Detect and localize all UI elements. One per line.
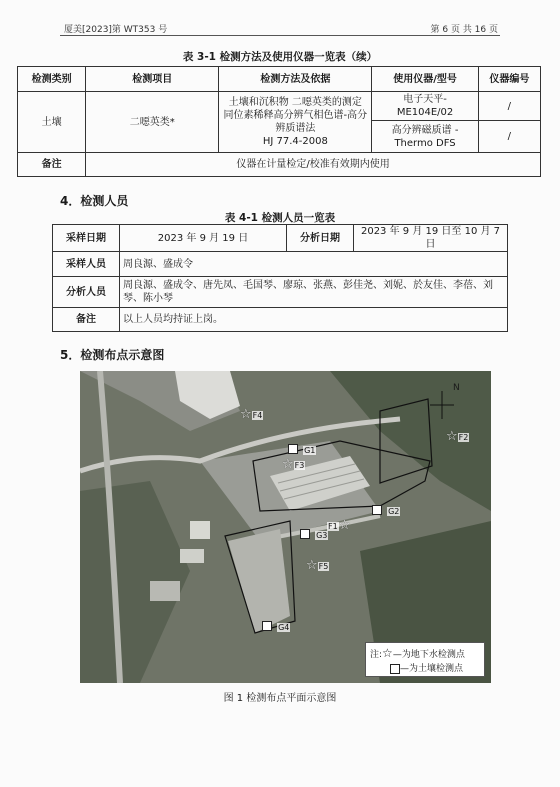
samplers: 周良源、盛成令 [120, 252, 508, 277]
col-item: 检测项目 [86, 67, 219, 92]
personnel-remark-label: 备注 [53, 308, 120, 332]
north-arrow-label: N [453, 383, 460, 393]
legend-soil [390, 661, 463, 674]
cell-category: 土壤 [18, 92, 86, 153]
analysts: 周良源、盛成令、唐先凤、毛国琴、廖琼、张燕、彭佳尧、刘妮、於友佳、李蓓、刘琴、陈小琴 [120, 277, 508, 308]
legend-prefix: 注: [370, 650, 383, 660]
col-instrument: 使用仪器/型号 [372, 67, 478, 92]
square-icon [372, 505, 382, 515]
cell-instrument-2: 高分辨磁质谱 -Thermo DFS [372, 121, 478, 153]
point-F3: ☆F3 [282, 457, 305, 472]
section-5-heading: 5．检测布点示意图 [60, 348, 165, 362]
col-category: 检测类别 [18, 67, 86, 92]
report-number: 厦美[2023]第 WT353 号 [64, 25, 168, 35]
square-icon [288, 444, 298, 454]
header-rule [60, 35, 500, 36]
legend-groundwater [370, 646, 465, 660]
analysis-date-label: 分析日期 [287, 225, 354, 252]
point-G3: G3 [300, 523, 328, 542]
table2-caption: 表 4-1 检测人员一览表 [224, 212, 336, 224]
map-legend [365, 642, 485, 677]
page-number: 第 6 页 共 16 页 [430, 25, 498, 35]
analysis-date: 2023 年 9 月 19 日至 10 月 7 日 [354, 225, 508, 252]
point-F4: ☆F4 [240, 407, 263, 422]
point-F5: ☆F5 [306, 558, 329, 573]
cell-instrument-2-no: / [478, 121, 540, 153]
sample-date: 2023 年 9 月 19 日 [120, 225, 287, 252]
legend-star-text: —为地下水检测点 [392, 650, 465, 660]
remark-text: 仪器在计量检定/校准有效期内使用 [86, 153, 541, 177]
method-text: 土壤和沉积物 二噁英类的测定 同位素稀释高分辨气相色谱-高分辨质谱法 [223, 97, 368, 134]
point-G2: G2 [372, 499, 400, 518]
star-icon: ☆ [338, 518, 351, 533]
star-icon: ☆ [382, 646, 393, 660]
cell-item: 二噁英类* [86, 92, 219, 153]
sample-date-label: 采样日期 [53, 225, 120, 252]
star-icon: ☆ [240, 407, 252, 422]
point-G4: G4 [262, 615, 290, 634]
site-map [80, 371, 491, 683]
remark-label: 备注 [18, 153, 86, 177]
point-F1: F1☆ [328, 518, 351, 533]
point-G1: G1 [288, 438, 316, 457]
point-F2: ☆F2 [446, 429, 469, 444]
table1-caption: 表 3-1 检测方法及使用仪器一览表（续） [182, 51, 378, 63]
cell-instrument-1: 电子天平-ME104E/02 [372, 92, 478, 121]
cell-method [219, 92, 372, 153]
legend-square-text: —为土壤检测点 [400, 664, 464, 674]
star-icon: ☆ [282, 457, 294, 472]
aerial-image [80, 371, 491, 683]
square-icon [300, 529, 310, 539]
personnel-table [52, 224, 508, 332]
square-icon [390, 664, 400, 674]
star-icon: ☆ [446, 429, 458, 444]
analyst-label: 分析人员 [53, 277, 120, 308]
section-4-heading: 4．检测人员 [60, 194, 129, 208]
methods-table [17, 66, 541, 177]
col-method: 检测方法及依据 [219, 67, 372, 92]
method-code: HJ 77.4-2008 [262, 136, 328, 147]
star-icon: ☆ [306, 558, 318, 573]
personnel-remark: 以上人员均持证上岗。 [120, 308, 508, 332]
cell-instrument-1-no: / [478, 92, 540, 121]
sampler-label: 采样人员 [53, 252, 120, 277]
figure-caption: 图 1 检测布点平面示意图 [223, 693, 337, 704]
square-icon [262, 621, 272, 631]
col-instrument-no: 仪器编号 [478, 67, 540, 92]
